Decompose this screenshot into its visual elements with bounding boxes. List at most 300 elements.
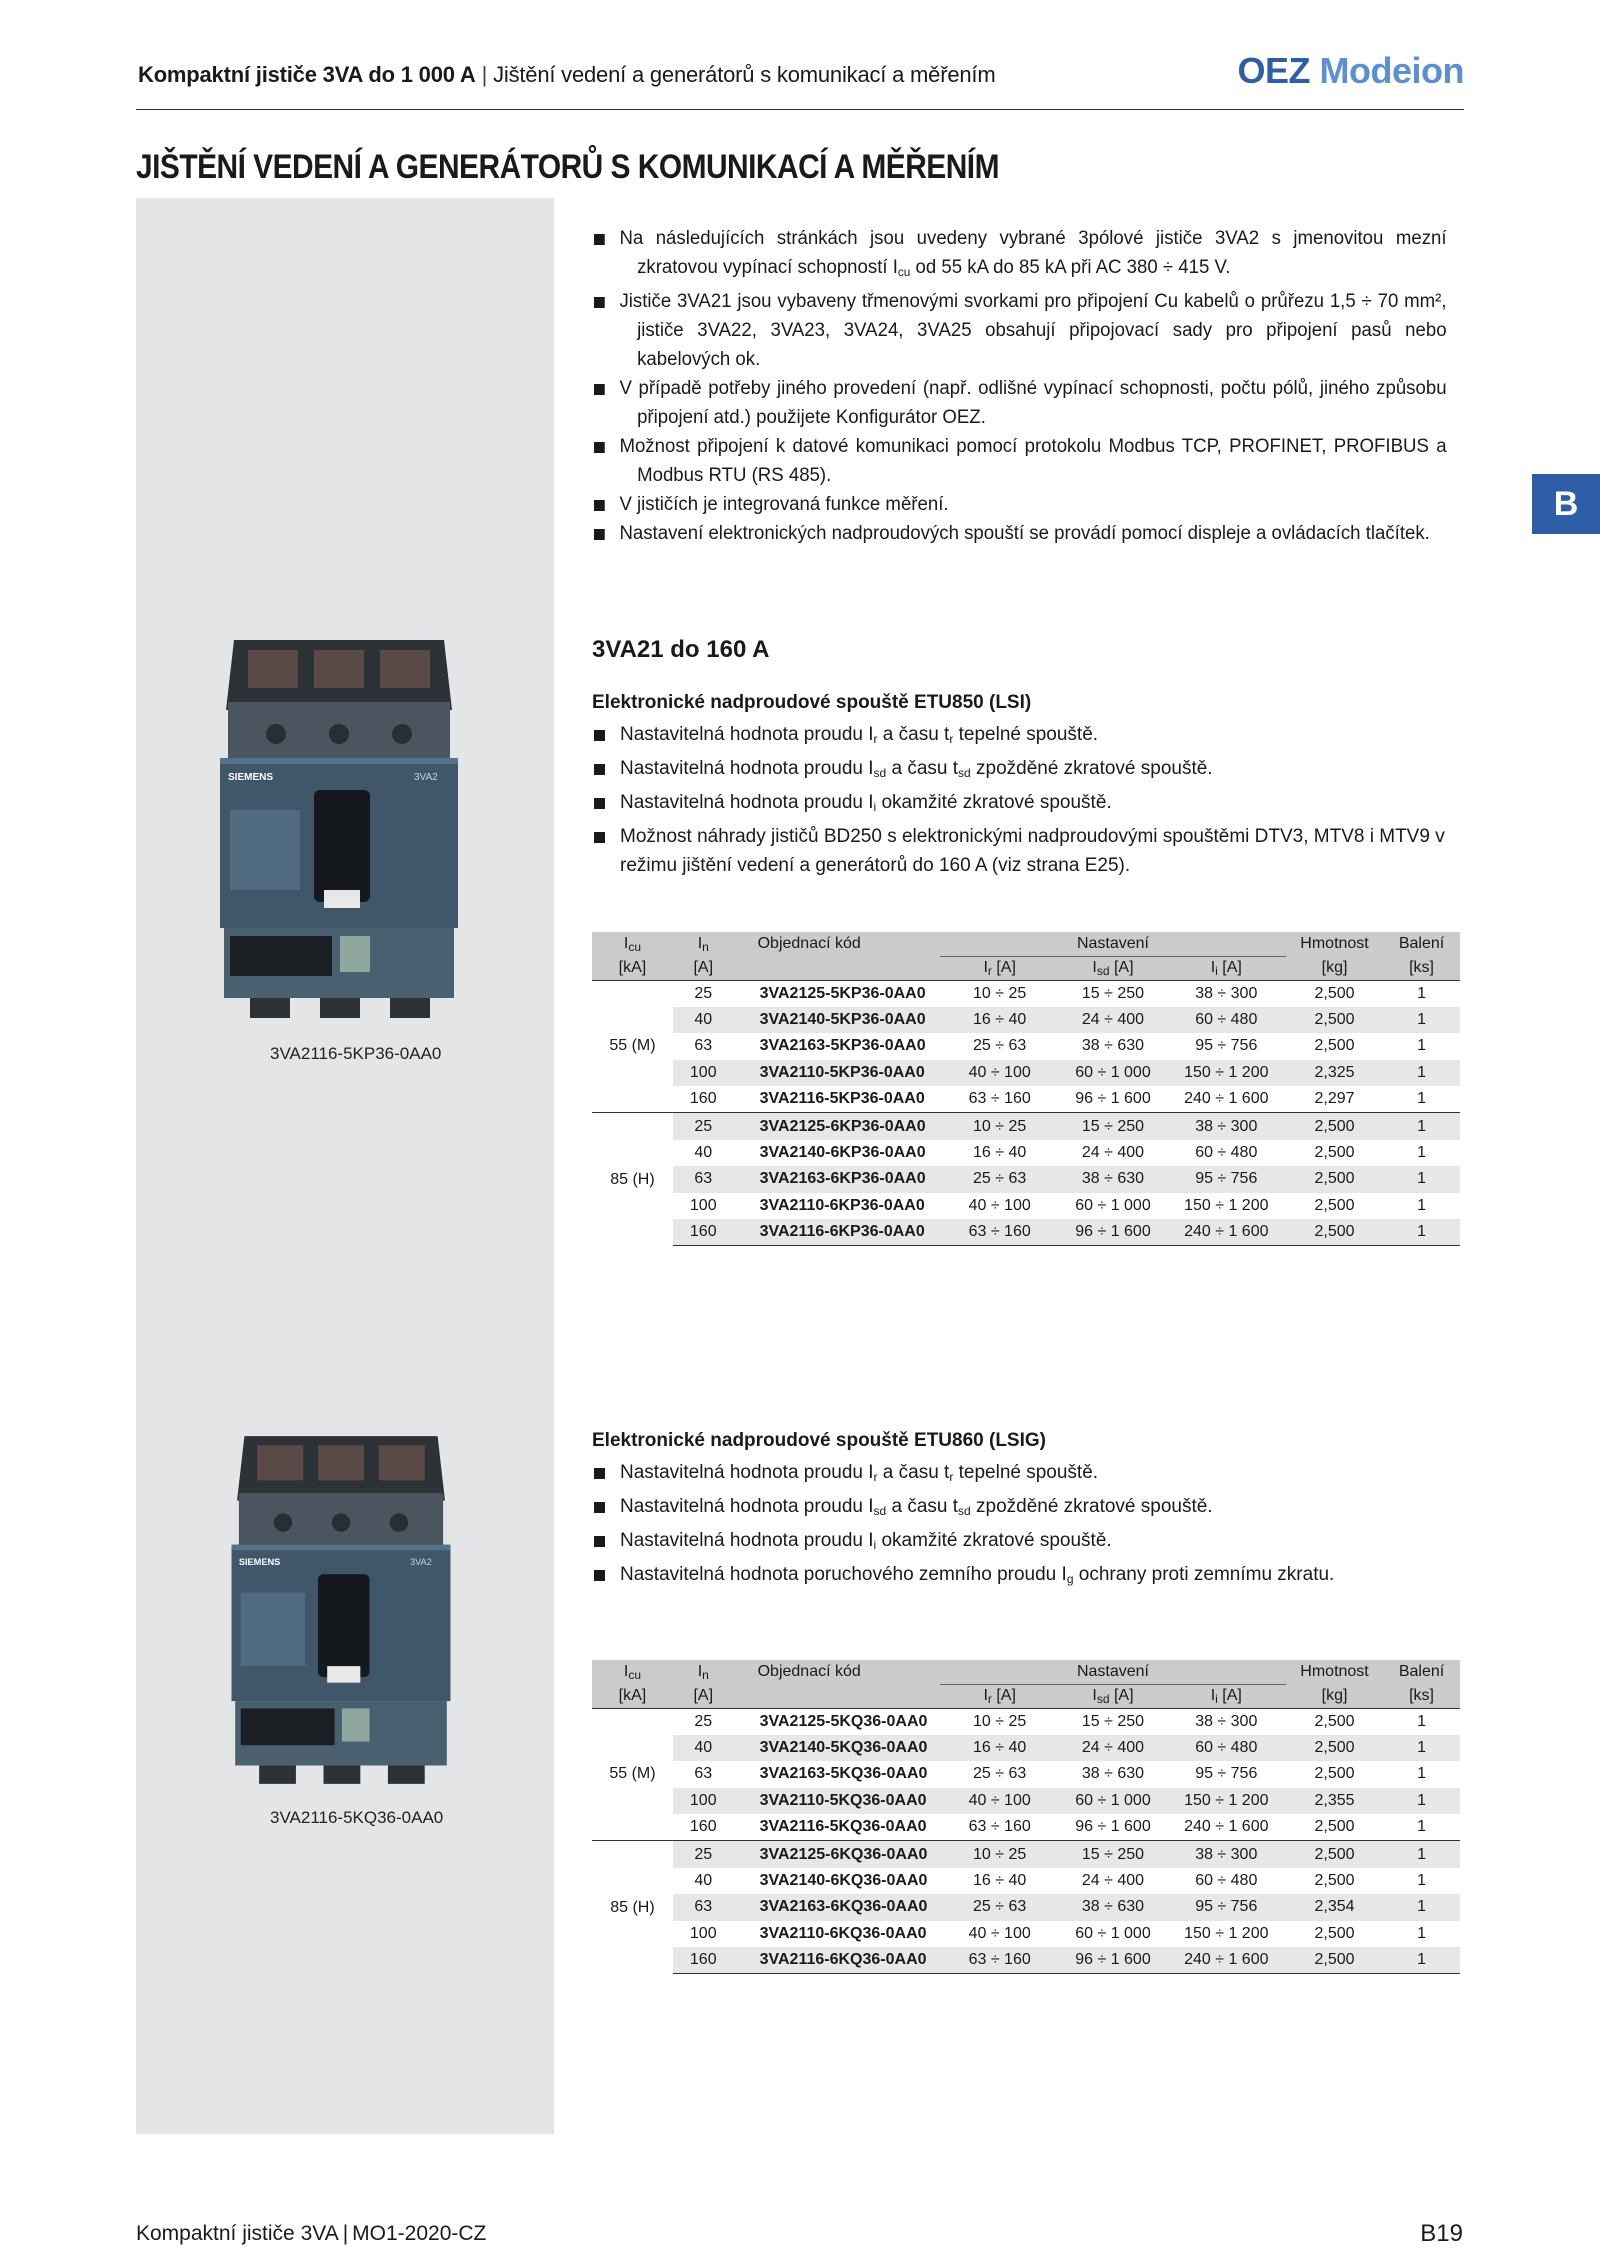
breaker-caption-etu860: 3VA2116-5KQ36-0AA0: [270, 1808, 444, 1827]
header-title-bold: Kompaktní jističe 3VA do 1 000 A: [138, 62, 476, 87]
ii-cell: 38 ÷ 300: [1167, 980, 1286, 1007]
col-weight: Hmotnost: [1300, 935, 1369, 952]
weight-cell: 2,500: [1286, 1761, 1383, 1788]
bullet-text: a času t: [886, 758, 959, 779]
ir-cell: 16 ÷ 40: [940, 1868, 1059, 1895]
bullet-text: Nastavitelná hodnota proudu I: [620, 758, 874, 779]
code-cell: 3VA2125-5KQ36-0AA0: [734, 1708, 940, 1735]
icu-cell: 85 (H): [592, 1841, 673, 1974]
ii-cell: 150 ÷ 1 200: [1167, 1921, 1286, 1948]
weight-cell: 2,500: [1286, 1007, 1383, 1034]
weight-cell: 2,297: [1286, 1086, 1383, 1113]
bullet-subscript: cu: [897, 265, 911, 279]
code-cell: 3VA2125-6KP36-0AA0: [734, 1113, 940, 1140]
bullet-text: Nastavitelná hodnota proudu I: [620, 792, 874, 813]
code-cell: 3VA2140-5KP36-0AA0: [734, 1007, 940, 1034]
code-cell: 3VA2163-6KP36-0AA0: [734, 1166, 940, 1193]
breaker-image-etu850: [214, 640, 464, 1018]
ii-cell: 38 ÷ 300: [1167, 1841, 1286, 1868]
th-ir-unit: [A]: [991, 958, 1016, 976]
th-ir-sub: r: [987, 1691, 992, 1706]
weight-cell: 2,500: [1286, 1708, 1383, 1735]
in-cell: 40: [673, 1140, 734, 1167]
isd-cell: 24 ÷ 400: [1059, 1868, 1166, 1895]
feature-bullet: [592, 788, 1452, 822]
code-cell: 3VA2110-6KP36-0AA0: [734, 1193, 940, 1220]
table-row: [592, 1814, 1460, 1841]
ii-cell: 95 ÷ 756: [1167, 1761, 1286, 1788]
table-row: [592, 1007, 1460, 1034]
breaker-drawing: [220, 640, 458, 1018]
th-icu-unit: [kA]: [618, 1686, 647, 1704]
th-ii-i: I: [1210, 958, 1216, 976]
bullet-text: okamžité zkratové spouště.: [876, 792, 1112, 813]
th-isd: [1059, 1684, 1166, 1708]
in-cell: 40: [673, 1007, 734, 1034]
code-cell: 3VA2140-5KQ36-0AA0: [734, 1735, 940, 1762]
bullet-text: zpožděné zkratové spouště.: [970, 1496, 1213, 1517]
pack-cell: 1: [1383, 1166, 1460, 1193]
pack-cell: 1: [1383, 1007, 1460, 1034]
breaker-image-etu860: [226, 1436, 456, 1784]
ir-cell: 10 ÷ 25: [940, 1841, 1059, 1868]
brand-logo: [1237, 50, 1464, 92]
feature-bullet: [592, 822, 1452, 880]
feature-bullet: [592, 754, 1452, 788]
in-cell: 63: [673, 1761, 734, 1788]
intro-bullet-list: [592, 224, 1447, 548]
weight-cell: 2,354: [1286, 1894, 1383, 1921]
code-cell: 3VA2140-6KP36-0AA0: [734, 1140, 940, 1167]
intro-bullet: [592, 287, 1447, 374]
icu-cell: 85 (H): [592, 1113, 673, 1246]
table-row: [592, 1708, 1460, 1735]
ir-cell: 25 ÷ 63: [940, 1894, 1059, 1921]
bullet-text: V případě potřeby jiného provedení (např. odlišné vypínací schopnosti, počtu pólů, jiného způsobu připojení atd.) použijete Konfigurátor OEZ.: [619, 378, 1447, 428]
th-icu-sub: cu: [628, 939, 642, 954]
th-ir-sub: r: [987, 963, 992, 978]
feature-bullet: [592, 1526, 1452, 1560]
table-row: [592, 1894, 1460, 1921]
pack-cell: 1: [1383, 1086, 1460, 1113]
ir-cell: 25 ÷ 63: [940, 1033, 1059, 1060]
bullet-text: Na následujících stránkách jsou uvedeny vybrané 3pólové jističe 3VA2 s jmenovitou mezní zkratovou vypínací schopností I: [619, 228, 1447, 278]
in-cell: 25: [673, 1841, 734, 1868]
table-row: [592, 1193, 1460, 1220]
pack-cell: 1: [1383, 1868, 1460, 1895]
col-settings: Nastavení: [940, 1660, 1286, 1684]
ir-cell: 40 ÷ 100: [940, 1193, 1059, 1220]
page-header: [136, 50, 1464, 110]
breaker-brand-label: SIEMENS: [228, 772, 274, 783]
etu850-table: [592, 932, 1460, 1246]
th-pack-unit: [ks]: [1409, 1686, 1434, 1704]
bullet-text: tepelné spouště.: [953, 1462, 1099, 1483]
ii-cell: 38 ÷ 300: [1167, 1708, 1286, 1735]
th-isd-i: I: [1092, 1686, 1097, 1704]
ii-cell: 95 ÷ 756: [1167, 1166, 1286, 1193]
code-cell: 3VA2116-5KP36-0AA0: [734, 1086, 940, 1113]
code-cell: 3VA2125-6KQ36-0AA0: [734, 1841, 940, 1868]
ii-cell: 60 ÷ 480: [1167, 1868, 1286, 1895]
intro-bullet: [592, 224, 1447, 287]
bullet-text: tepelné spouště.: [953, 724, 1099, 745]
th-ii: [1167, 956, 1286, 980]
isd-cell: 15 ÷ 250: [1059, 1708, 1166, 1735]
pack-cell: 1: [1383, 1219, 1460, 1246]
th-in-unit: [A]: [693, 958, 714, 976]
page-heading: JIŠTĚNÍ VEDENÍ A GENERÁTORŮ S KOMUNIKACÍ A MĚŘENÍM: [136, 148, 999, 186]
col-settings: Nastavení: [940, 932, 1286, 956]
bullet-subscript: r: [873, 732, 878, 746]
ir-cell: 16 ÷ 40: [940, 1007, 1059, 1034]
pack-cell: 1: [1383, 980, 1460, 1007]
table-row: [592, 1868, 1460, 1895]
weight-cell: 2,500: [1286, 1841, 1383, 1868]
th-icu-sub: cu: [628, 1667, 642, 1682]
bullet-text: Nastavitelná hodnota proudu I: [620, 1530, 874, 1551]
in-cell: 40: [673, 1868, 734, 1895]
table-row: [592, 1761, 1460, 1788]
th-in-sub: n: [702, 1667, 709, 1682]
ir-cell: 10 ÷ 25: [940, 980, 1059, 1007]
pack-cell: 1: [1383, 1735, 1460, 1762]
header-separator: |: [481, 62, 488, 87]
weight-cell: 2,500: [1286, 1219, 1383, 1246]
table-row: [592, 980, 1460, 1007]
footer-separator: |: [342, 2222, 349, 2245]
in-cell: 63: [673, 1033, 734, 1060]
pack-cell: 1: [1383, 1761, 1460, 1788]
ir-cell: 25 ÷ 63: [940, 1166, 1059, 1193]
weight-cell: 2,500: [1286, 1735, 1383, 1762]
weight-cell: 2,500: [1286, 1868, 1383, 1895]
ii-cell: 150 ÷ 1 200: [1167, 1788, 1286, 1815]
code-cell: 3VA2163-5KP36-0AA0: [734, 1033, 940, 1060]
th-isd-i: I: [1092, 958, 1097, 976]
table-row: [592, 1219, 1460, 1246]
th-ii-unit: [A]: [1217, 958, 1242, 976]
etu850-title: Elektronické nadproudové spouště ETU850 (LSI): [592, 692, 1032, 713]
feature-bullet: [592, 1492, 1452, 1526]
pack-cell: 1: [1383, 1788, 1460, 1815]
th-isd-sub: sd: [1096, 1691, 1110, 1706]
ii-cell: 150 ÷ 1 200: [1167, 1060, 1286, 1087]
icu-cell: 55 (M): [592, 1708, 673, 1841]
code-cell: 3VA2110-6KQ36-0AA0: [734, 1921, 940, 1948]
th-ii-sub: i: [1215, 963, 1218, 978]
in-cell: 25: [673, 980, 734, 1007]
code-cell: 3VA2116-6KP36-0AA0: [734, 1219, 940, 1246]
bullet-text: Jističe 3VA21 jsou vybaveny třmenovými svorkami pro připojení Cu kabelů o průřezu 1,5 ÷ 70 mm², jističe 3VA22, 3VA23, 3VA24, 3VA25 obsahují připojovací sady pro připojení pasů nebo kabelových ok.: [619, 291, 1447, 370]
isd-cell: 38 ÷ 630: [1059, 1033, 1166, 1060]
weight-cell: 2,500: [1286, 1033, 1383, 1060]
pack-cell: 1: [1383, 1060, 1460, 1087]
isd-cell: 15 ÷ 250: [1059, 1113, 1166, 1140]
col-in: [673, 932, 734, 956]
ii-cell: 95 ÷ 756: [1167, 1894, 1286, 1921]
th-ir-unit: [A]: [991, 1686, 1016, 1704]
bullet-subscript: i: [873, 1538, 877, 1552]
bullet-text: Možnost připojení k datové komunikaci pomocí protokolu Modbus TCP, PROFINET, PROFIBUS a Modbus RTU (RS 485).: [619, 436, 1447, 486]
th-icu: I: [623, 1662, 629, 1680]
pack-cell: 1: [1383, 1140, 1460, 1167]
th-ii-sub: i: [1215, 1691, 1218, 1706]
ir-cell: 40 ÷ 100: [940, 1060, 1059, 1087]
pack-cell: 1: [1383, 1033, 1460, 1060]
in-cell: 100: [673, 1921, 734, 1948]
weight-cell: 2,500: [1286, 1947, 1383, 1974]
bullet-text: a času t: [877, 724, 950, 745]
col-code: Objednací kód: [757, 935, 861, 952]
ir-cell: 63 ÷ 160: [940, 1086, 1059, 1113]
bullet-text: Možnost náhrady jističů BD250 s elektronickými nadproudovými spouštěmi DTV3, MTV8 i MTV9 v režimu jištění vedení a generátorů do 160 A (viz strana E25).: [620, 826, 1445, 876]
th-weight-unit: [kg]: [1321, 1686, 1348, 1704]
breaker-caption-etu850: 3VA2116-5KP36-0AA0: [270, 1044, 442, 1063]
ii-cell: 240 ÷ 1 600: [1167, 1086, 1286, 1113]
isd-cell: 60 ÷ 1 000: [1059, 1193, 1166, 1220]
bullet-text: zpožděné zkratové spouště.: [970, 758, 1213, 779]
th-isd-sub: sd: [1096, 963, 1110, 978]
isd-cell: 24 ÷ 400: [1059, 1735, 1166, 1762]
th-ir: [940, 1684, 1059, 1708]
bullet-subscript: g: [1066, 1572, 1074, 1586]
code-cell: 3VA2116-6KQ36-0AA0: [734, 1947, 940, 1974]
ir-cell: 10 ÷ 25: [940, 1708, 1059, 1735]
col-in: [673, 1660, 734, 1684]
th-code-empty: [734, 1684, 940, 1708]
intro-bullet: [592, 490, 1447, 519]
table-row: [592, 1140, 1460, 1167]
code-cell: 3VA2110-5KP36-0AA0: [734, 1060, 940, 1087]
bullet-text: a času t: [886, 1496, 959, 1517]
code-cell: 3VA2163-6KQ36-0AA0: [734, 1894, 940, 1921]
table-body: [592, 980, 1460, 1246]
isd-cell: 96 ÷ 1 600: [1059, 1947, 1166, 1974]
breaker-brand-label: SIEMENS: [238, 1556, 281, 1567]
header-title: [138, 62, 995, 88]
pack-cell: 1: [1383, 1947, 1460, 1974]
breaker-drawing: [232, 1436, 451, 1784]
pack-cell: 1: [1383, 1193, 1460, 1220]
th-ir: [940, 956, 1059, 980]
image-column: [136, 198, 554, 2134]
table-row: [592, 1086, 1460, 1113]
ir-cell: 16 ÷ 40: [940, 1735, 1059, 1762]
th-isd: [1059, 956, 1166, 980]
isd-cell: 24 ÷ 400: [1059, 1007, 1166, 1034]
ir-cell: 25 ÷ 63: [940, 1761, 1059, 1788]
pack-cell: 1: [1383, 1708, 1460, 1735]
in-cell: 25: [673, 1113, 734, 1140]
table-header: [592, 1660, 1460, 1708]
in-cell: 25: [673, 1708, 734, 1735]
icu-cell: 55 (M): [592, 980, 673, 1113]
th-ii-unit: [A]: [1217, 1686, 1242, 1704]
table-row: [592, 1166, 1460, 1193]
bullet-text: Nastavitelná hodnota poruchového zemního proudu I: [620, 1564, 1067, 1585]
brand-oez: OEZ: [1237, 50, 1310, 91]
feature-bullet: [592, 1458, 1452, 1492]
etu850-bullet-list: [592, 720, 1452, 880]
isd-cell: 15 ÷ 250: [1059, 980, 1166, 1007]
feature-bullet: [592, 720, 1452, 754]
isd-cell: 60 ÷ 1 000: [1059, 1788, 1166, 1815]
in-cell: 160: [673, 1814, 734, 1841]
isd-cell: 60 ÷ 1 000: [1059, 1060, 1166, 1087]
ir-cell: 40 ÷ 100: [940, 1921, 1059, 1948]
ii-cell: 60 ÷ 480: [1167, 1140, 1286, 1167]
breaker-model-label: 3VA2: [410, 1556, 432, 1567]
ii-cell: 240 ÷ 1 600: [1167, 1814, 1286, 1841]
th-icu: I: [623, 934, 629, 952]
ii-cell: 240 ÷ 1 600: [1167, 1947, 1286, 1974]
bullet-text: Nastavitelná hodnota proudu I: [620, 724, 874, 745]
footer-catalog: Kompaktní jističe 3VA: [136, 2222, 339, 2245]
in-cell: 160: [673, 1947, 734, 1974]
ir-cell: 63 ÷ 160: [940, 1947, 1059, 1974]
in-cell: 160: [673, 1219, 734, 1246]
weight-cell: 2,500: [1286, 1140, 1383, 1167]
isd-cell: 38 ÷ 630: [1059, 1166, 1166, 1193]
th-in-unit: [A]: [693, 1686, 714, 1704]
weight-cell: 2,500: [1286, 980, 1383, 1007]
footer-left: [136, 2222, 486, 2246]
table-row: [592, 1033, 1460, 1060]
th-pack-unit: [ks]: [1409, 958, 1434, 976]
isd-cell: 96 ÷ 1 600: [1059, 1814, 1166, 1841]
ir-cell: 40 ÷ 100: [940, 1788, 1059, 1815]
code-cell: 3VA2163-5KQ36-0AA0: [734, 1761, 940, 1788]
col-icu: [592, 1660, 673, 1684]
etu860-table: [592, 1660, 1460, 1974]
col-icu: [592, 932, 673, 956]
ii-cell: 95 ÷ 756: [1167, 1033, 1286, 1060]
table-body: [592, 1708, 1460, 1974]
weight-cell: 2,325: [1286, 1060, 1383, 1087]
code-cell: 3VA2125-5KP36-0AA0: [734, 980, 940, 1007]
table-row: [592, 1921, 1460, 1948]
feature-bullet: [592, 1560, 1452, 1594]
section-tab[interactable]: B: [1532, 474, 1600, 534]
intro-bullet: [592, 432, 1447, 490]
code-cell: 3VA2110-5KQ36-0AA0: [734, 1788, 940, 1815]
isd-cell: 96 ÷ 1 600: [1059, 1219, 1166, 1246]
weight-cell: 2,500: [1286, 1921, 1383, 1948]
th-ir-i: I: [983, 958, 988, 976]
table-row: [592, 1113, 1460, 1140]
isd-cell: 60 ÷ 1 000: [1059, 1921, 1166, 1948]
bullet-subscript: i: [873, 800, 877, 814]
bullet-text: a času t: [877, 1462, 950, 1483]
bullet-text: ochrany proti zemnímu zkratu.: [1073, 1564, 1335, 1585]
th-weight-unit: [kg]: [1321, 958, 1348, 976]
breaker-model-label: 3VA2: [414, 772, 438, 783]
col-pack: Balení: [1398, 1663, 1445, 1680]
bullet-subscript: r: [949, 1470, 954, 1484]
brand-modeion: Modeion: [1319, 50, 1464, 91]
th-in: I: [697, 934, 703, 952]
isd-cell: 38 ÷ 630: [1059, 1894, 1166, 1921]
bullet-text: V jističích je integrovaná funkce měření.: [619, 494, 949, 515]
weight-cell: 2,500: [1286, 1814, 1383, 1841]
intro-bullet: [592, 519, 1447, 548]
pack-cell: 1: [1383, 1894, 1460, 1921]
bullet-subscript: sd: [958, 1504, 971, 1518]
th-in: I: [697, 1662, 703, 1680]
weight-cell: 2,355: [1286, 1788, 1383, 1815]
table-row: [592, 1060, 1460, 1087]
col-weight: Hmotnost: [1300, 1663, 1369, 1680]
in-cell: 100: [673, 1788, 734, 1815]
table-row: [592, 1788, 1460, 1815]
ii-cell: 240 ÷ 1 600: [1167, 1219, 1286, 1246]
page-number: B19: [1420, 2220, 1463, 2247]
weight-cell: 2,500: [1286, 1166, 1383, 1193]
table-row: [592, 1947, 1460, 1974]
table-header: [592, 932, 1460, 980]
th-ir-i: I: [983, 1686, 988, 1704]
bullet-text-rest: od 55 kA do 85 kA při AC 380 ÷ 415 V.: [910, 257, 1231, 278]
bullet-subscript: sd: [958, 766, 971, 780]
bullet-text: Nastavení elektronických nadproudových spouští se provádí pomocí displeje a ovládacích tlačítek.: [619, 523, 1430, 544]
isd-cell: 96 ÷ 1 600: [1059, 1086, 1166, 1113]
isd-cell: 38 ÷ 630: [1059, 1761, 1166, 1788]
ir-cell: 16 ÷ 40: [940, 1140, 1059, 1167]
pack-cell: 1: [1383, 1814, 1460, 1841]
in-cell: 100: [673, 1193, 734, 1220]
in-cell: 40: [673, 1735, 734, 1762]
weight-cell: 2,500: [1286, 1193, 1383, 1220]
th-isd-unit: [A]: [1109, 958, 1134, 976]
header-title-rest: Jištění vedení a generátorů s komunikací a měřením: [493, 62, 996, 87]
in-cell: 63: [673, 1166, 734, 1193]
th-ii: [1167, 1684, 1286, 1708]
bullet-text: Nastavitelná hodnota proudu I: [620, 1462, 874, 1483]
ir-cell: 63 ÷ 160: [940, 1219, 1059, 1246]
ii-cell: 150 ÷ 1 200: [1167, 1193, 1286, 1220]
ir-cell: 63 ÷ 160: [940, 1814, 1059, 1841]
bullet-subscript: r: [949, 732, 954, 746]
etu860-title: Elektronické nadproudové spouště ETU860 (LSIG): [592, 1430, 1046, 1451]
ir-cell: 10 ÷ 25: [940, 1113, 1059, 1140]
pack-cell: 1: [1383, 1113, 1460, 1140]
ii-cell: 60 ÷ 480: [1167, 1735, 1286, 1762]
section-title: 3VA21 do 160 A: [592, 636, 770, 663]
code-cell: 3VA2140-6KQ36-0AA0: [734, 1868, 940, 1895]
intro-bullet: [592, 374, 1447, 432]
table-row: [592, 1841, 1460, 1868]
footer-code: MO1-2020-CZ: [352, 2222, 487, 2245]
col-pack: Balení: [1398, 935, 1445, 952]
bullet-text: okamžité zkratové spouště.: [876, 1530, 1112, 1551]
in-cell: 100: [673, 1060, 734, 1087]
bullet-subscript: r: [873, 1470, 878, 1484]
col-code: Objednací kód: [757, 1663, 861, 1680]
th-isd-unit: [A]: [1109, 1686, 1134, 1704]
ii-cell: 38 ÷ 300: [1167, 1113, 1286, 1140]
th-in-sub: n: [702, 939, 709, 954]
in-cell: 160: [673, 1086, 734, 1113]
isd-cell: 24 ÷ 400: [1059, 1140, 1166, 1167]
pack-cell: 1: [1383, 1841, 1460, 1868]
th-icu-unit: [kA]: [618, 958, 647, 976]
bullet-subscript: sd: [873, 766, 887, 780]
ii-cell: 60 ÷ 480: [1167, 1007, 1286, 1034]
isd-cell: 15 ÷ 250: [1059, 1841, 1166, 1868]
code-cell: 3VA2116-5KQ36-0AA0: [734, 1814, 940, 1841]
th-code-empty: [734, 956, 940, 980]
